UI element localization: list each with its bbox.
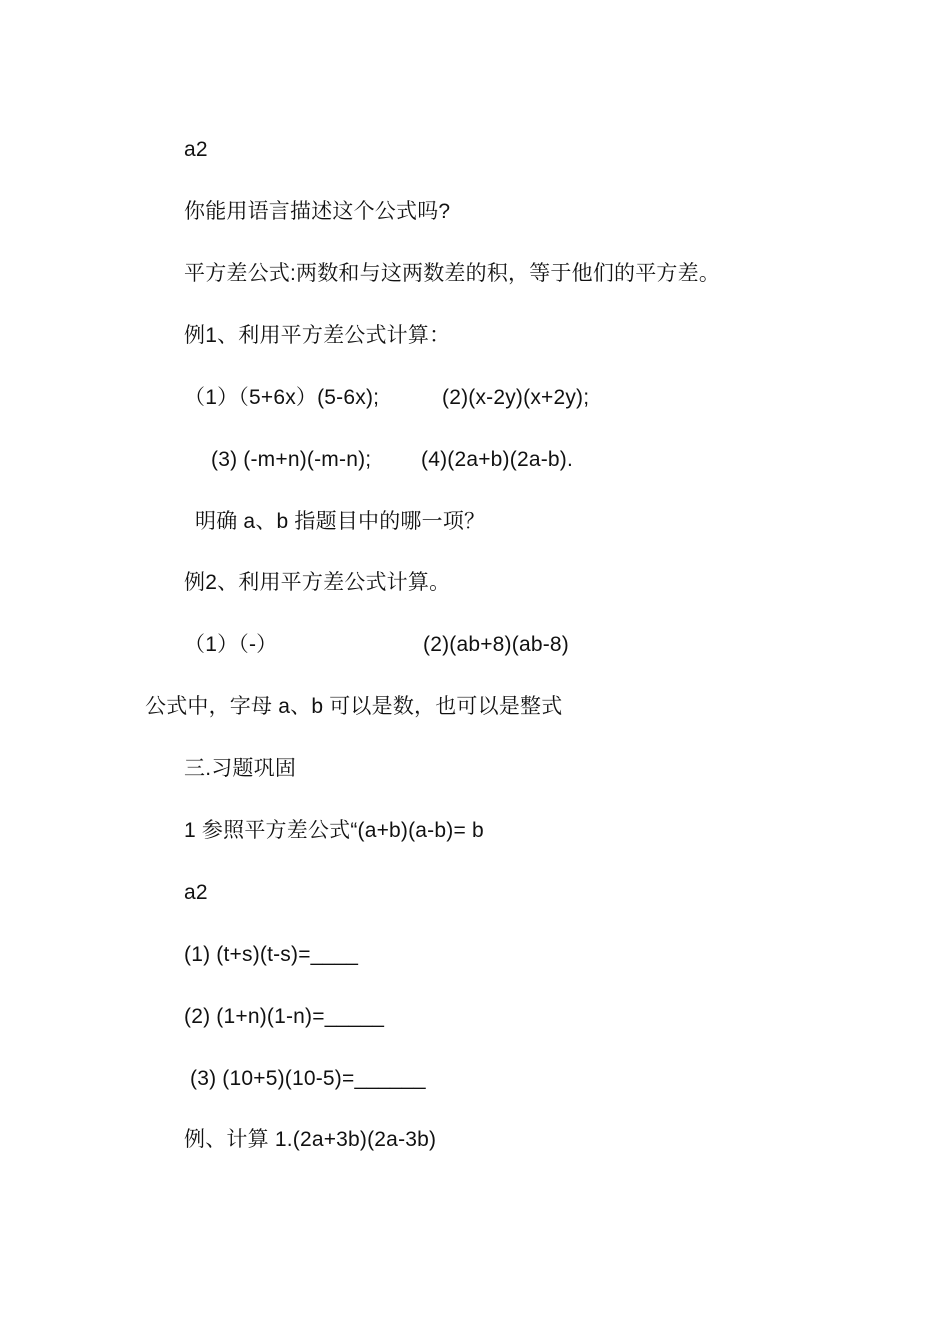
text-line-practice-item-3: (3) (10+5)(10-5)=______ — [190, 1067, 426, 1090]
text-line-example-1-title: 例1、利用平方差公式计算： — [184, 324, 451, 347]
text-line-practice-item-2: (2) (1+n)(1-n)=_____ — [184, 1005, 385, 1028]
text-line-a2-top: a2 — [184, 138, 208, 161]
text-line-example-1-item-3: (3) (-m+n)(-m-n); — [211, 448, 372, 471]
text-line-a2-bottom: a2 — [184, 881, 208, 904]
text-line-example-2-title: 例2、利用平方差公式计算。 — [184, 571, 451, 594]
text-line-question: 你能用语言描述这个公式吗? — [184, 200, 451, 223]
text-line-formula-note: 公式中，字母 a、b 可以是数，也可以是整式 — [145, 695, 563, 718]
text-line-example-1-item-1: （1）（5+6x）(5-6x); — [184, 386, 380, 409]
text-line-example-2-item-2: (2)(ab+8)(ab-8) — [423, 633, 569, 656]
text-line-example-2-item-1: （1）（-） — [184, 633, 278, 656]
text-line-practice-item-1: (1) (t+s)(t-s)=____ — [184, 943, 359, 966]
text-line-example-calc: 例、计算 1.(2a+3b)(2a-3b) — [184, 1128, 437, 1151]
text-line-example-1-item-4: (4)(2a+b)(2a-b). — [421, 448, 574, 471]
text-line-section-practice: 三.习题巩固 — [184, 757, 297, 780]
text-line-practice-1-prompt: 1 参照平方差公式“(a+b)(a-b)= b — [184, 819, 484, 842]
text-line-example-1-item-2: (2)(x-2y)(x+2y); — [442, 386, 590, 409]
text-line-identify-ab: 明确 a、b 指题目中的哪一项？ — [195, 510, 486, 533]
text-line-formula-definition: 平方差公式:两数和与这两数差的积，等于他们的平方差。 — [184, 262, 721, 285]
